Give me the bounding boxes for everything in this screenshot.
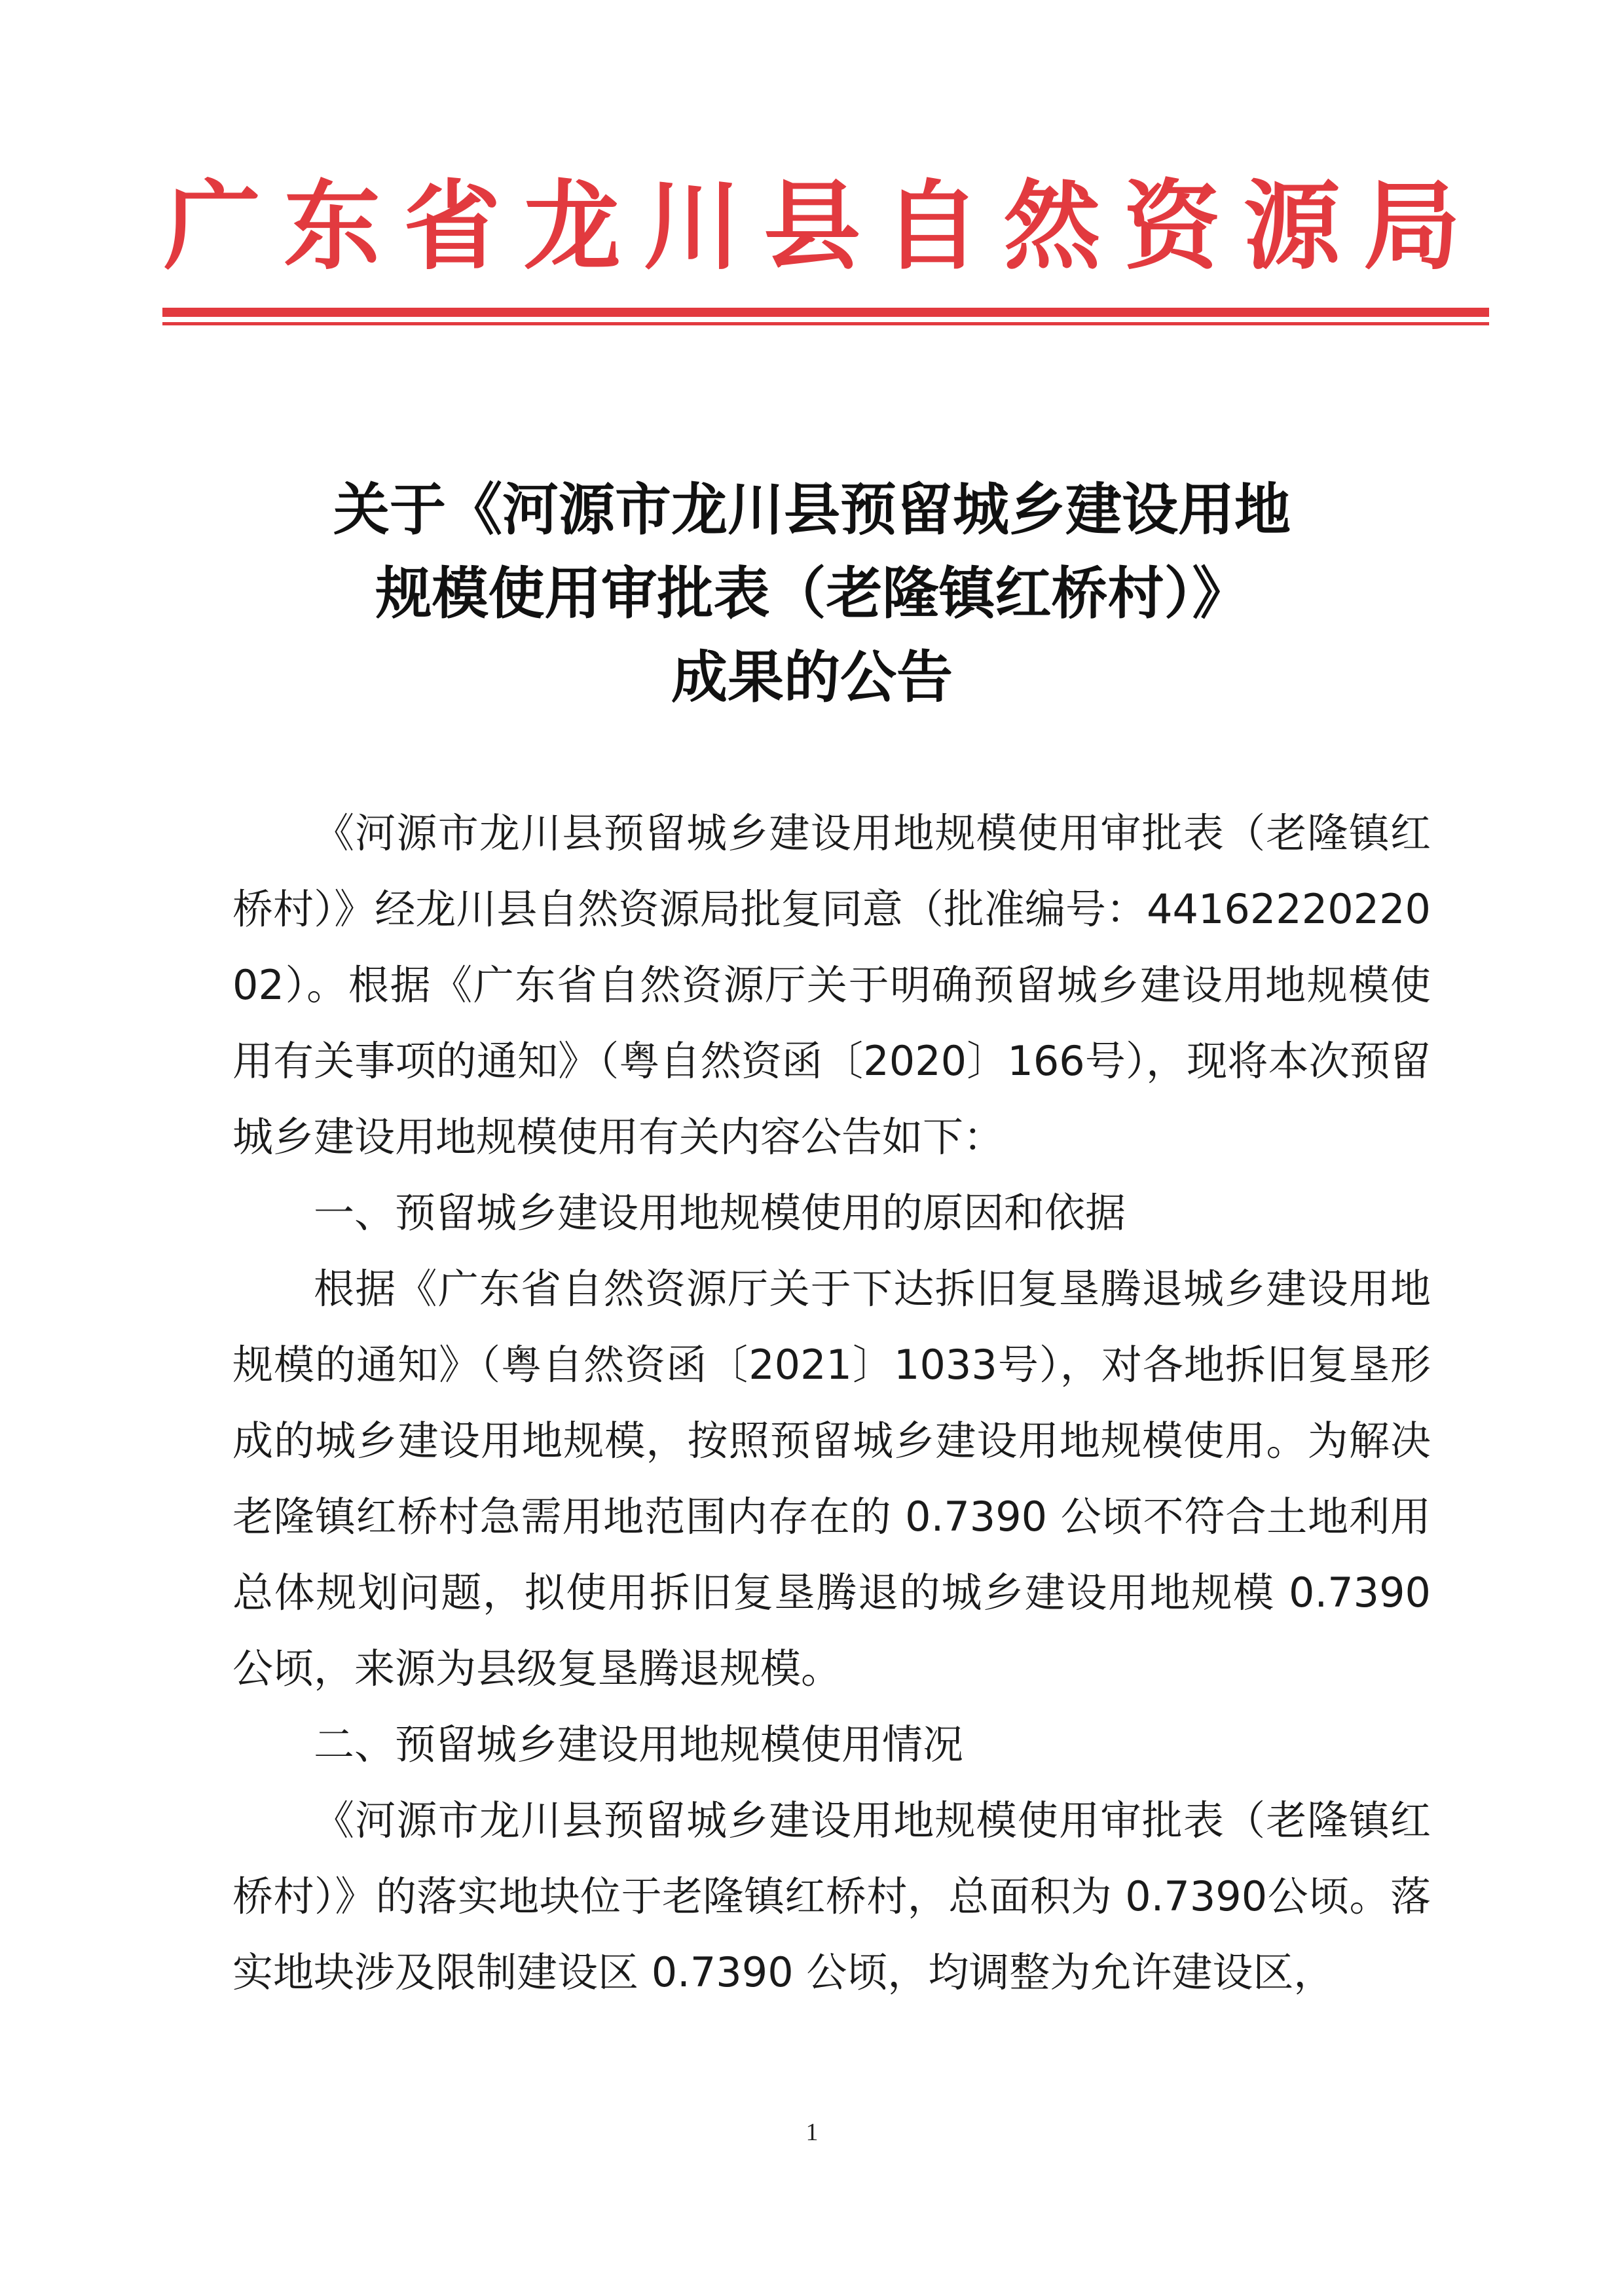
paragraph-intro: 《河源市龙川县预留城乡建设用地规模使用审批表（老隆镇红桥村）》经龙川县自然资源局批复同意（批准编号：4416222022002）。根据《广东省自然资源厅关于明确预留城乡建设用地规模使用有关事项的通知》（粤自然资函〔2020〕166号），现将本次预留城乡建设用地规模使用有关内容公告如下： bbox=[232, 809, 1431, 1161]
title-line-1: 关于《河源市龙川县预留城乡建设用地 bbox=[333, 477, 1291, 543]
document-body bbox=[232, 795, 1431, 2011]
letterhead-red-rule-thick bbox=[162, 308, 1489, 317]
document-title bbox=[236, 468, 1388, 720]
letterhead-agency-name: 广东省龙川县自然资源局 bbox=[164, 169, 1460, 283]
paragraph-section-2: 《河源市龙川县预留城乡建设用地规模使用审批表（老隆镇红桥村）》的落实地块位于老隆镇红桥村，总面积为 0.7390公顷。落实地块涉及限制建设区 0.7390 公顷，均调整为允许建设区， bbox=[232, 1796, 1431, 1996]
section-heading-1: 一、预留城乡建设用地规模使用的原因和依据 bbox=[314, 1189, 1126, 1237]
page-number: 1 bbox=[805, 2119, 819, 2146]
section-heading-2: 二、预留城乡建设用地规模使用情况 bbox=[314, 1721, 964, 1768]
paragraph-section-1: 根据《广东省自然资源厅关于下达拆旧复垦腾退城乡建设用地规模的通知》（粤自然资函〔2021〕1033号），对各地拆旧复垦形成的城乡建设用地规模，按照预留城乡建设用地规模使用。为解决老隆镇红桥村急需用地范围内存在的 0.7390 公顷不符合土地利用总体规划问题，拟使用拆旧复垦腾退的城乡建设用地规模 0.7390 公顷，来源为县级复垦腾退规模。 bbox=[232, 1265, 1431, 1692]
title-line-3: 成果的公告 bbox=[671, 644, 953, 710]
letterhead-red-rule-thin bbox=[162, 322, 1489, 325]
title-line-2: 规模使用审批表（老隆镇红桥村）》 bbox=[375, 560, 1249, 627]
